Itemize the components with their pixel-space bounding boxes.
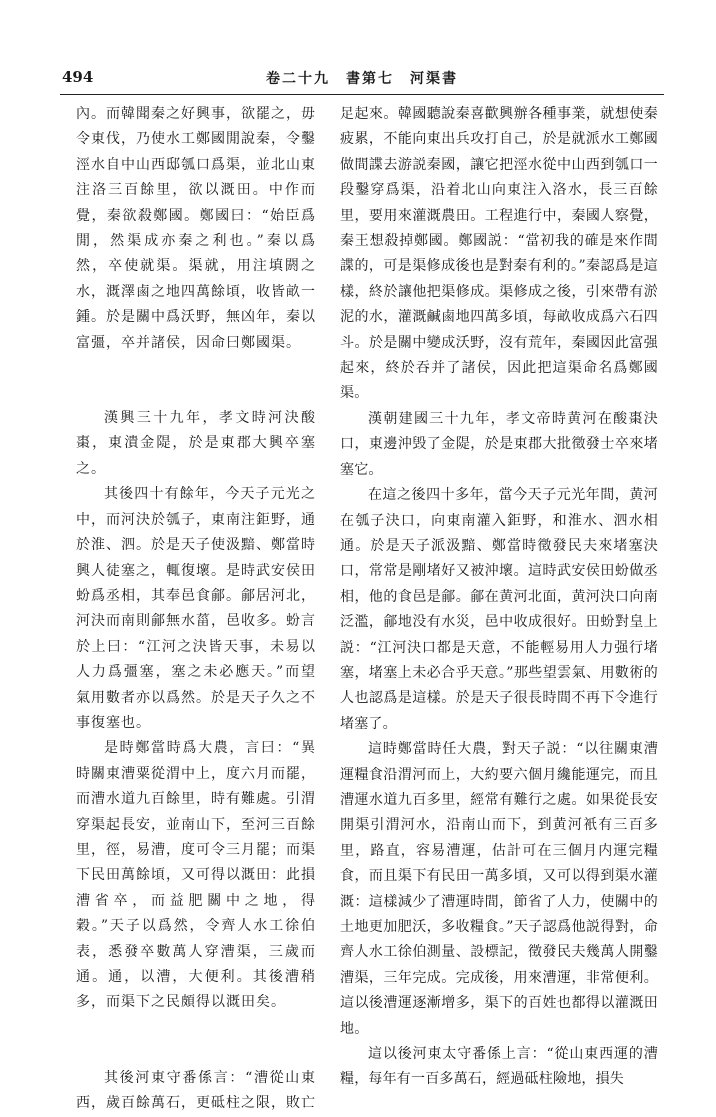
classical-paragraph-1: 內。而韓聞秦之好興事，欲罷之，毋令東伐，乃使水工鄭國閒說秦，令鑿涇水自中山西邸瓠口爲渠，並北山東注洛三百餘里，欲以溉田。中作而覺，秦欲殺鄭國。鄭國曰：“始臣爲閒，然渠成亦秦之利也。”秦以爲然，卒使就渠。渠就，用注填閼之水，溉澤鹵之地四萬餘頃，收皆畝一鍾。於是關中爲沃野，無凶年，秦以富彊，卒并諸侯，因命曰鄭國渠。	[76, 106, 316, 351]
header-rule	[60, 94, 664, 95]
translation-paragraph-2: 漢朝建國三十九年，孝文帝時黄河在酸棗決口，東邊沖毁了金隄，於是東郡大批徵發士卒來堵塞它。	[340, 410, 658, 478]
classical-paragraph-4: 是時鄭當時爲大農，言曰：“異時關東漕粟從渭中上，度六月而罷，而漕水道九百餘里，時有難處。引渭穿渠起長安，並南山下，至河三百餘里，徑，易漕，度可令三月罷；而渠下民田萬餘頃，又可得以溉田：此損漕省卒，而益肥關中之地，得穀。”天子以爲然，令齊人水工徐伯表，悉發卒數萬人穿漕渠，三歲而通。通，以漕，大便利。其後漕稍多，而渠下之民頗得以溉田矣。	[76, 740, 316, 1011]
page-number: 494	[62, 68, 94, 86]
paragraph-gap	[76, 356, 316, 406]
translation-paragraph-4: 這時鄭當時任大農，對天子説：“以往關東漕運糧食沿渭河而上，大約要六個月纔能運完，而且漕運水道九百多里，經常有難行之處。如果從長安開渠引渭河水，沿南山而下，到黄河衹有三百多里，路直，容易漕運，估計可在三個月内運完糧食，而且渠下有民田一萬多頃，又可以得到渠水灌溉：這樣減少了漕運時間，節省了人力，使關中的土地更加肥沃，多收糧食。”天子認爲他説得對，命齊人水工徐伯測量、設標記，徵發民夫幾萬人開鑿漕渠，三年完成。完成後，用來漕運，非常便利。這以後漕運逐漸增多，渠下的百姓也都得以灌溉田地。	[340, 741, 658, 1037]
running-head: 卷二十九 書第七 河渠書	[266, 71, 458, 87]
paragraph-gap	[76, 1016, 316, 1066]
translation-column	[340, 102, 658, 1088]
classical-paragraph-2: 漢興三十九年，孝文時河決酸棗，東潰金隄，於是東郡大興卒塞之。	[76, 410, 316, 477]
translation-paragraph-3: 在這之後四十多年，當今天子元光年間，黄河在瓠子決口，向東南灌入鉅野，和淮水、泗水相通。於是天子派汲黯、鄭當時徵發民夫來堵塞決口，常常是剛堵好又被沖壞。這時武安侯田蚡做丞相，他的食邑是鄃。鄃在黄河北面，黄河決口向南泛濫，鄃地没有水災，邑中收成很好。田蚡對皇上説：“江河決口都是天意，不能輕易用人力强行堵塞，堵塞上未必合乎天意。”那些望雲氣、用數術的人也認爲是這樣。於是天子很長時間不再下令進行堵塞了。	[340, 487, 658, 732]
translation-paragraph-5: 這以後河東太守番係上言：“從山東西運的漕糧，每年有一百多萬石，經過砥柱險地，損失	[340, 1046, 658, 1088]
classical-paragraph-5: 其後河東守番係言：“漕從山東西，歲百餘萬石，更砥柱之限，敗亡	[76, 1069, 316, 1112]
classical-paragraph-3: 其後四十有餘年，今天子元光之中，而河決於瓠子，東南注鉅野，通於淮、泗。於是天子使汲黯、鄭當時興人徒塞之，輒復壞。是時武安侯田蚡爲丞相，其奉邑食鄃。鄃居河北，河決而南則鄃無水菑，邑收多。蚡言於上曰：“江河之決皆天事，未易以人力爲彊塞，塞之未必應天。”而望氣用數者亦以爲然。於是天子久之不事復塞也。	[76, 486, 316, 731]
page-header	[60, 68, 664, 94]
translation-paragraph-1: 足起來。韓國聽說秦喜歡興辦各種事業，就想使秦疲累，不能向東出兵攻打自己，於是就派水工鄭國做間諜去游説秦國，讓它把涇水從中山西到瓠口一段鑿穿爲渠，沿着北山向東注入洛水，長三百餘里，要用來灌溉農田。工程進行中，秦國人察覺，秦王想殺掉鄭國。鄭國説：“當初我的確是來作間諜的，可是渠修成後也是對秦有利的。”秦認爲是這樣，終於讓他把渠修成。渠修成之後，引來帶有淤泥的水，灌溉鹹鹵地四萬多頃，每畝收成爲六石四斗。於是關中變成沃野，沒有荒年，秦國因此富强起來，終於吞并了諸侯，因此把這渠命名爲鄭國渠。	[340, 106, 658, 402]
classical-text-column	[76, 102, 316, 1112]
